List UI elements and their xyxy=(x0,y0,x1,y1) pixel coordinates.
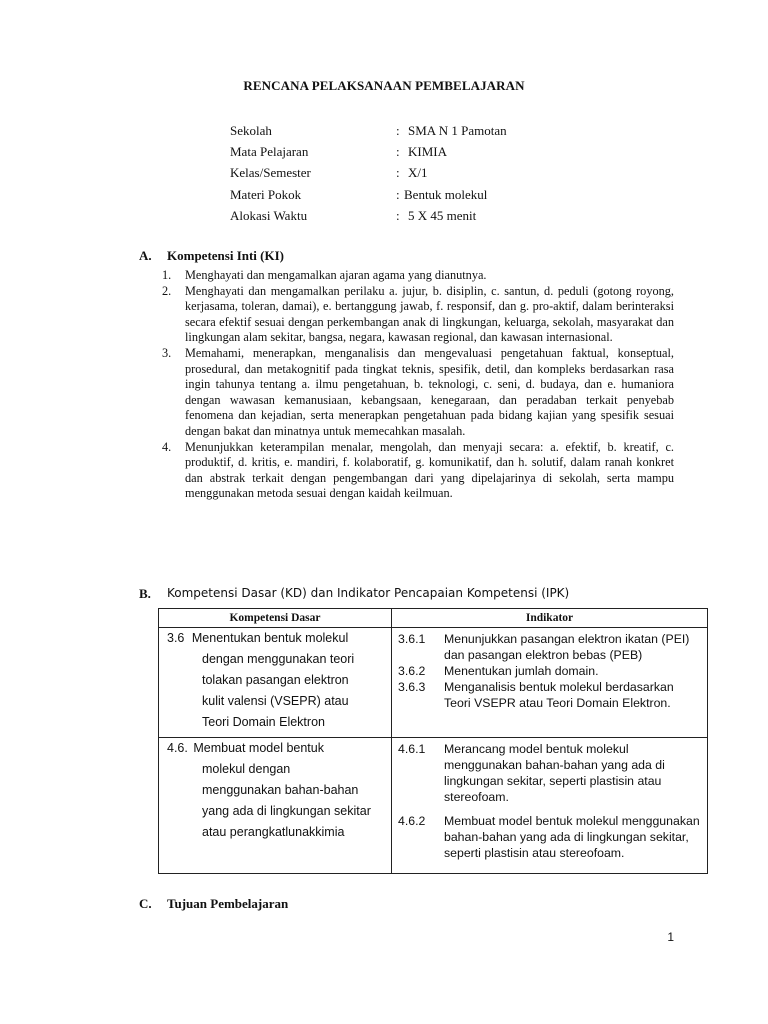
indicator-number: 3.6.3 xyxy=(398,680,426,694)
list-item xyxy=(162,268,674,284)
indicator-item xyxy=(398,663,701,679)
kd-indicator-table xyxy=(158,608,708,874)
info-row-materi-pokok xyxy=(230,184,507,205)
kd-text: tolakan pasangan elektron xyxy=(202,673,349,687)
info-row-kelas-semester xyxy=(230,163,507,184)
info-block xyxy=(230,120,507,227)
indicator-text: Menganalisis bentuk molekul berdasarkan Teori VSEPR atau Teori Domain Elektron. xyxy=(444,680,674,710)
section-title: Kompetensi Inti (KI) xyxy=(167,248,284,263)
list-number: 2. xyxy=(162,283,172,298)
info-value: X/1 xyxy=(408,165,428,181)
section-c-heading xyxy=(139,896,288,912)
section-letter: C. xyxy=(139,896,152,911)
info-value: 5 X 45 menit xyxy=(408,208,477,224)
kd-text: Membuat model bentuk xyxy=(193,741,324,755)
column-header-indikator: Indikator xyxy=(392,609,708,628)
list-item xyxy=(162,284,674,346)
table-row xyxy=(159,738,708,874)
kd-line xyxy=(167,628,385,649)
ki-list xyxy=(162,268,674,502)
list-item xyxy=(162,346,674,440)
info-label: Mata Pelajaran xyxy=(230,144,309,160)
kd-text: Teori Domain Elektron xyxy=(202,715,325,729)
info-value: Bentuk molekul xyxy=(404,186,488,202)
kd-cell xyxy=(159,628,392,738)
indicator-number: 4.6.1 xyxy=(398,742,426,756)
info-value: SMA N 1 Pamotan xyxy=(408,122,507,138)
indicator-text: Merancang model bentuk molekul menggunakan bahan-bahan yang ada di lingkungan sekitar, seperti plastisin atau stereofoam. xyxy=(444,742,665,804)
indicator-text: Menunjukkan pasangan elektron ikatan (PEI) dan pasangan elektron bebas (PEB) xyxy=(444,632,690,662)
kd-text: Menentukan bentuk molekul xyxy=(191,631,349,645)
section-a-heading xyxy=(139,248,284,264)
indicator-number: 4.6.2 xyxy=(398,814,426,828)
info-value: KIMIA xyxy=(408,144,447,160)
indicator-cell xyxy=(392,628,708,738)
kd-text: dengan menggunakan teori xyxy=(202,652,355,666)
info-label: Alokasi Waktu xyxy=(230,208,308,224)
indicator-text: Membuat model bentuk molekul menggunakan bahan-bahan yang ada di lingkungan sekitar, seperti plastisin atau stereofoam. xyxy=(444,814,700,860)
info-row-mata-pelajaran xyxy=(230,141,507,162)
kd-text: molekul dengan xyxy=(202,762,291,776)
table-row xyxy=(159,628,708,738)
kd-text: kulit valensi (VSEPR) atau xyxy=(202,694,349,708)
list-text: Menghayati dan mengamalkan perilaku a. jujur, b. disiplin, c. santun, d. peduli (gotong royong, kerjasama, toleran, damai), e. bertanggung jawab, f. responsif, dan g. pro-aktif, dalam berinteraksi secara efektif sesuai dengan perkembangan anak di lingkungan, keluarga, sekolah, masyarakat dan lingkungan alam sekitar, bangsa, negara, kawasan regional, dan kawasan internasional. xyxy=(185,283,674,345)
document-title: RENCANA PELAKSANAAN PEMBELAJARAN xyxy=(243,78,525,93)
indicator-item xyxy=(398,679,701,711)
info-separator: : xyxy=(396,208,400,224)
info-separator: : xyxy=(396,144,400,160)
list-number: 1. xyxy=(162,268,172,282)
list-item xyxy=(162,440,674,502)
column-header-kompetensi-dasar: Kompetensi Dasar xyxy=(159,609,392,628)
kd-text: yang ada di lingkungan sekitar xyxy=(202,804,371,818)
info-label: Sekolah xyxy=(230,122,272,138)
section-b-heading xyxy=(139,586,569,602)
info-row-alokasi-waktu xyxy=(230,206,507,227)
indicator-number: 3.6.1 xyxy=(398,632,426,646)
page-number: 1 xyxy=(667,930,674,944)
kd-text: menggunakan bahan-bahan xyxy=(202,783,359,797)
kd-number: 4.6. xyxy=(167,741,188,755)
indicator-item xyxy=(398,813,701,861)
info-row-sekolah xyxy=(230,120,507,141)
list-text: Menunjukkan keterampilan menalar, mengolah, dan menyaji secara: a. efektif, b. kreatif, c. produktif, d. kritis, e. mandiri, f. kolaboratif, g. komunikatif, dan h. solutif, dalam ranah konkret dan abstrak terkait dengan pengembangan dari yang dipelajarinya di sekolah, serta mampu menggunakan metoda sesuai dengan kaidah keilmuan. xyxy=(185,439,674,501)
kd-cell xyxy=(159,738,392,874)
list-number: 4. xyxy=(162,439,172,454)
info-separator: : xyxy=(396,165,400,181)
indicator-item xyxy=(398,741,701,805)
info-separator: : xyxy=(396,122,400,138)
table-header-row xyxy=(159,609,708,628)
info-label: Materi Pokok xyxy=(230,186,302,202)
indicator-number: 3.6.2 xyxy=(398,664,426,678)
info-separator: : xyxy=(396,186,400,202)
list-text: Menghayati dan mengamalkan ajaran agama yang dianutnya. xyxy=(185,268,487,282)
section-letter: B. xyxy=(139,586,151,601)
kd-text: atau perangkatlunakkimia xyxy=(202,825,345,839)
list-text: Memahami, menerapkan, menganalisis dan mengevaluasi pengetahuan faktual, konseptual, prosedural, dan metakognitif pada tingkat teknis, spesifik, detil, dan kompleks berdasarkan rasa ingin tahunya tentang a. ilmu pengetahuan, b. teknologi, c. seni, d. budaya, dan e. humaniora dengan wawasan kemanusiaan, kebangsaan, kenegaraan, dan peradaban terkait penyebab fenomena dan kejadian, serta menerapkan pengetahuan pada bidang kajian yang spesifik sesuai dengan bakat dan minatnya untuk memecahkan masalah. xyxy=(185,345,674,438)
section-title: Kompetensi Dasar (KD) dan Indikator Pencapaian Kompetensi (IPK) xyxy=(167,586,570,600)
info-label: Kelas/Semester xyxy=(230,165,311,181)
kd-line xyxy=(167,738,385,759)
indicator-text: Menentukan jumlah domain. xyxy=(444,664,599,678)
section-title: Tujuan Pembelajaran xyxy=(167,896,289,911)
kd-number: 3.6 xyxy=(167,631,185,645)
section-letter: A. xyxy=(139,248,152,263)
indicator-item xyxy=(398,631,701,663)
indicator-cell xyxy=(392,738,708,874)
list-number: 3. xyxy=(162,345,172,360)
